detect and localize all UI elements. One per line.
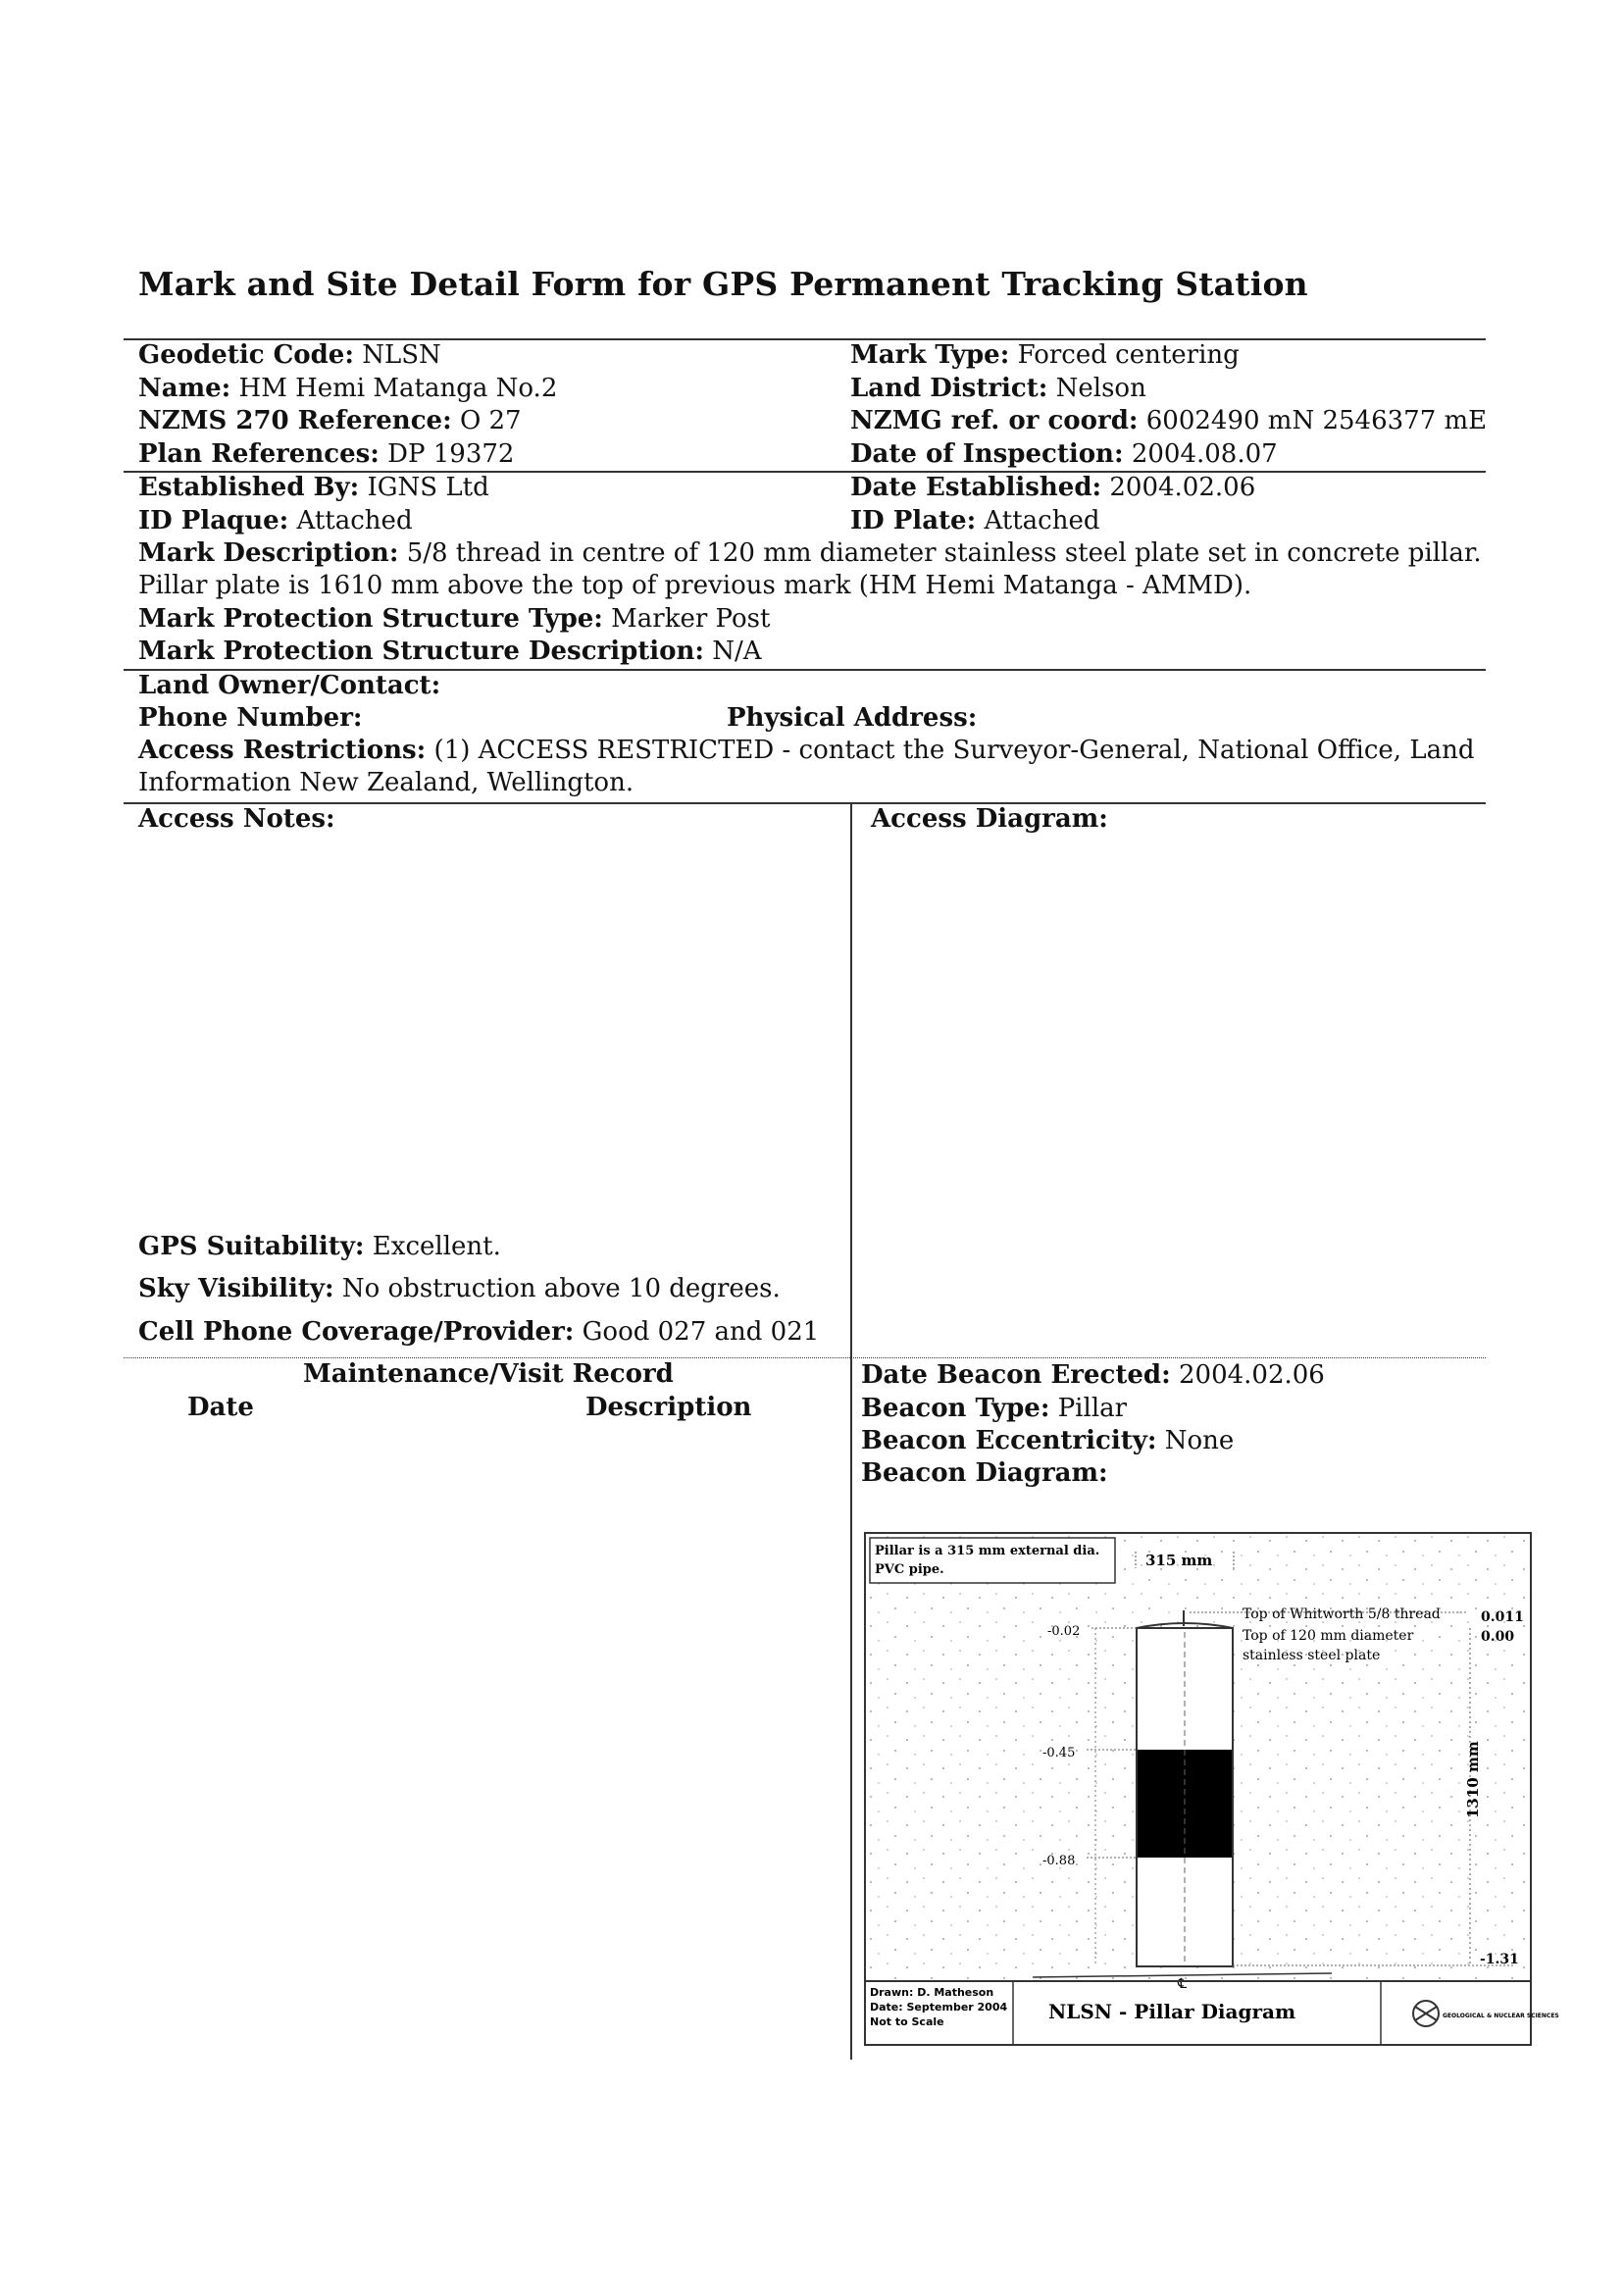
gps-suitability-row xyxy=(138,1231,501,1262)
nzmg-row xyxy=(850,405,1487,436)
maintenance-column-divider xyxy=(850,1357,852,2060)
sky-visibility-value: No obstruction above 10 degrees. xyxy=(341,1274,781,1303)
name-row xyxy=(138,373,557,404)
mark-type-value: Forced centering xyxy=(1017,340,1240,370)
id-plate-row xyxy=(850,505,1100,536)
pillar-diagram xyxy=(864,1532,1559,2046)
gns-logo-icon xyxy=(1413,2001,1559,2026)
drawn-by: Drawn: D. Matheson xyxy=(870,1986,994,1999)
geodetic-code-label: Geodetic Code: xyxy=(138,340,354,370)
date-established-row xyxy=(850,472,1255,503)
maintenance-date-header: Date xyxy=(187,1393,254,1422)
inspection-date-label: Date of Inspection: xyxy=(850,439,1124,469)
date-established-value: 2004.02.06 xyxy=(1109,473,1256,502)
nzmg-label: NZMG ref. or coord: xyxy=(850,406,1139,435)
plan-refs-row xyxy=(138,438,514,470)
level-bottom: -1.31 xyxy=(1480,1952,1519,1967)
protection-desc-row xyxy=(138,636,762,667)
protection-type-label: Mark Protection Structure Type: xyxy=(138,604,603,634)
land-owner-label: Land Owner/Contact: xyxy=(138,671,441,700)
physical-address-row xyxy=(727,702,977,734)
mark-description-value: 5/8 thread in centre of 120 mm diameter stainless steel plate set in concrete pillar. Pillar plate is 1610 mm above the top of previous mark (HM Hemi Matanga - AMMD). xyxy=(138,538,1482,600)
physical-address-label: Physical Address: xyxy=(727,703,978,733)
beacon-eccentricity-row xyxy=(861,1425,1234,1456)
cell-coverage-label: Cell Phone Coverage/Provider: xyxy=(138,1317,575,1347)
land-owner-row xyxy=(138,670,440,701)
thread-label: Top of Whitworth 5/8 thread xyxy=(1243,1606,1441,1622)
maintenance-description-header: Description xyxy=(585,1393,752,1422)
level-low: -0.88 xyxy=(1042,1854,1076,1868)
land-district-value: Nelson xyxy=(1055,374,1146,403)
note-line-2: PVC pipe. xyxy=(875,1562,944,1577)
page-title: Mark and Site Detail Form for GPS Permanent Tracking Station xyxy=(138,265,1308,303)
nzms-label: NZMS 270 Reference: xyxy=(138,406,452,435)
scale-note: Not to Scale xyxy=(870,2015,944,2028)
id-plaque-label: ID Plaque: xyxy=(138,506,289,535)
level-top: -0.02 xyxy=(1047,1624,1081,1639)
protection-desc-label: Mark Protection Structure Description: xyxy=(138,637,705,666)
pillar-diagram-svg xyxy=(866,1534,1559,2044)
beacon-diagram-label: Beacon Diagram: xyxy=(861,1458,1108,1488)
access-column-divider xyxy=(850,802,852,1357)
drawn-date: Date: September 2004 xyxy=(870,2001,1008,2014)
gps-suitability-label: GPS Suitability: xyxy=(138,1232,365,1261)
note-line-1: Pillar is a 315 mm external dia. xyxy=(875,1544,1100,1558)
centre-mark: ℄ xyxy=(1178,1976,1187,1992)
beacon-eccentricity-label: Beacon Eccentricity: xyxy=(861,1426,1157,1455)
phone-label: Phone Number: xyxy=(138,703,363,733)
name-value: HM Hemi Matanga No.2 xyxy=(238,374,558,403)
nzmg-value: 6002490 mN 2546377 mE xyxy=(1145,406,1488,435)
date-established-label: Date Established: xyxy=(850,473,1102,502)
inspection-date-row xyxy=(850,438,1278,470)
access-restrictions xyxy=(138,735,1492,799)
level-mid: -0.45 xyxy=(1042,1746,1076,1760)
beacon-erected-label: Date Beacon Erected: xyxy=(861,1360,1171,1390)
gps-suitability-value: Excellent. xyxy=(372,1232,501,1261)
mark-description xyxy=(138,537,1492,602)
divider-maintenance xyxy=(124,1357,1486,1358)
sky-visibility-row xyxy=(138,1273,781,1304)
id-plaque-value: Attached xyxy=(296,506,413,535)
beacon-type-value: Pillar xyxy=(1057,1394,1128,1423)
land-district-label: Land District: xyxy=(850,374,1048,403)
inspection-date-value: 2004.08.07 xyxy=(1131,439,1278,469)
diagram-title: NLSN - Pillar Diagram xyxy=(1048,2000,1296,2023)
name-label: Name: xyxy=(138,374,231,403)
beacon-type-row xyxy=(861,1393,1127,1424)
protection-desc-value: N/A xyxy=(712,637,762,666)
geodetic-code-row xyxy=(138,339,441,371)
protection-type-row xyxy=(138,603,770,635)
phone-row xyxy=(138,702,363,734)
beacon-erected-row xyxy=(861,1359,1325,1391)
established-by-row xyxy=(138,472,489,503)
nzms-value: O 27 xyxy=(459,406,522,435)
plate-label-line-1: Top of 120 mm diameter xyxy=(1243,1628,1414,1644)
sky-visibility-label: Sky Visibility: xyxy=(138,1274,334,1303)
cell-coverage-row xyxy=(138,1316,819,1348)
nzms-row xyxy=(138,405,522,436)
mark-type-row xyxy=(850,339,1240,371)
id-plate-label: ID Plate: xyxy=(850,506,977,535)
access-restrictions-value: (1) ACCESS RESTRICTED - contact the Surveyor-General, National Office, Land Information New Zealand, Wellington. xyxy=(138,736,1475,797)
id-plate-value: Attached xyxy=(984,506,1100,535)
access-notes-heading: Access Notes: xyxy=(138,804,335,834)
beacon-eccentricity-value: None xyxy=(1164,1426,1235,1455)
plate-value: 0.00 xyxy=(1481,1629,1515,1645)
protection-type-value: Marker Post xyxy=(611,604,771,634)
established-by-label: Established By: xyxy=(138,473,360,502)
access-diagram-heading: Access Diagram: xyxy=(871,804,1108,834)
maintenance-heading: Maintenance/Visit Record xyxy=(303,1359,674,1389)
land-district-row xyxy=(850,373,1146,404)
beacon-erected-value: 2004.02.06 xyxy=(1178,1360,1325,1390)
width-label: 315 mm xyxy=(1145,1552,1213,1569)
established-by-value: IGNS Ltd xyxy=(367,473,489,502)
id-plaque-row xyxy=(138,505,413,536)
thread-value: 0.011 xyxy=(1481,1609,1524,1625)
access-restrictions-label: Access Restrictions: xyxy=(138,736,427,765)
mark-description-label: Mark Description: xyxy=(138,538,399,568)
height-label: 1310 mm xyxy=(1464,1741,1482,1818)
cell-coverage-value: Good 027 and 021 xyxy=(582,1317,820,1347)
beacon-type-label: Beacon Type: xyxy=(861,1394,1050,1423)
plate-label-line-2: stainless steel plate xyxy=(1243,1648,1381,1663)
geodetic-code-value: NLSN xyxy=(362,340,441,370)
plan-refs-value: DP 19372 xyxy=(387,439,515,469)
plan-refs-label: Plan References: xyxy=(138,439,380,469)
mark-type-label: Mark Type: xyxy=(850,340,1010,370)
gns-logo-text: GEOLOGICAL & NUCLEAR SCIENCES xyxy=(1443,2013,1559,2019)
